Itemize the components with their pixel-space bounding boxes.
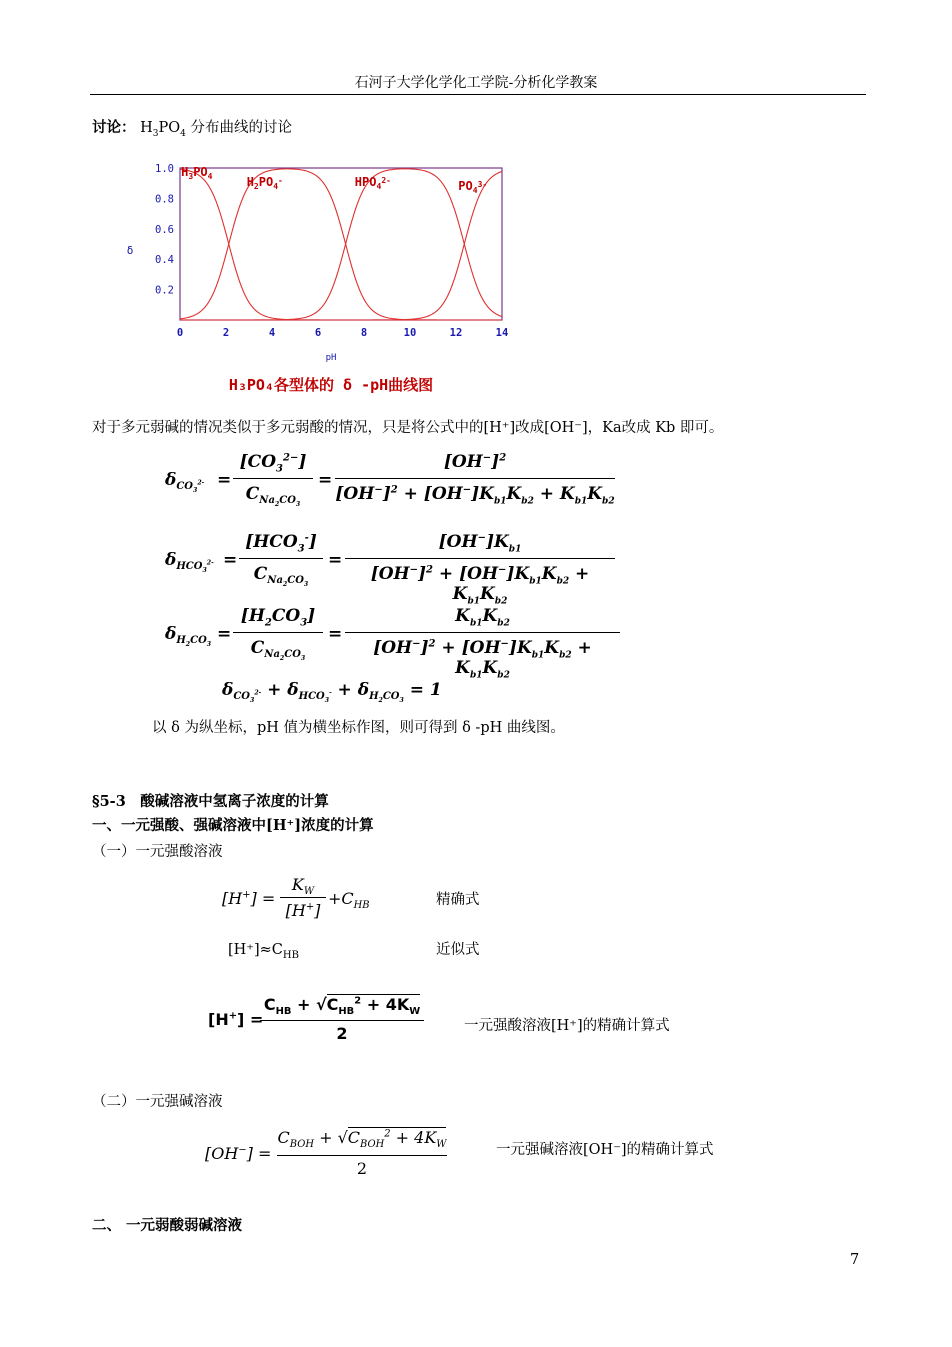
species-label-h3po4-part: 4 [207, 172, 213, 181]
species-label-h3po4-part: 3 [188, 172, 194, 181]
paragraph-polybase: 对于多元弱碱的情况类似于多元弱酸的情况，只是将公式中的[H⁺]改成[OH⁻]，Ka改成 Kb 即可。 [92, 420, 724, 436]
h3po4-distribution-chart [110, 155, 540, 395]
discussion-text: $H_3PO_4$ 分布曲线的讨论 [140, 120, 292, 139]
species-label-h2po4-part: 2 [253, 182, 259, 191]
formula-strong-acid: [H+] = $C_{HB} + √C_{HB}^2 + 4K_W$ 2 [208, 995, 428, 1047]
strong-acid-desc: 一元强酸溶液[H⁺]的精确计算式 [464, 1018, 670, 1034]
chart-title: H₃PO₄各型体的 δ -pH曲线图 [228, 376, 434, 394]
paragraph-delta-ph: 以 δ 为纵坐标，pH 值为横坐标作图，则可得到 δ -pH 曲线图。 [152, 720, 565, 736]
y-tick-label: 1.0 [155, 163, 174, 175]
discussion-label: 讨论： [92, 119, 136, 136]
species-label-po4-part: 3- [477, 180, 488, 189]
y-axis-label: δ [126, 244, 134, 257]
subsection-strong-acid-base: 一、一元强酸、强碱溶液中[H⁺]浓度的计算 [92, 817, 374, 834]
header-title: 石河子大学化学化工学院-分析化学教案 [354, 75, 598, 91]
species-label-h2po4 [247, 175, 283, 191]
strong-base-desc: 一元强碱溶液[OH⁻]的精确计算式 [496, 1142, 714, 1158]
y-tick-label: 0.4 [155, 254, 174, 267]
chart-curves [180, 169, 502, 320]
series-line-H2PO4- [180, 169, 502, 320]
equation-delta-hco3: $\delta_{HCO_3^{2-}}$ = $[HCO_3^-]$ $C_{Na_2CO_3}$ = $[OH^-]K_{b1}$ $[OH^-]^2 + [OH^-]K_{b1}K_{b2} + K_{b1}K_{b2}$ [165, 532, 615, 592]
species-label-hpo4-part: 2- [381, 176, 391, 185]
x-tick-label: 6 [314, 327, 322, 339]
page-number: 7 [850, 1252, 860, 1268]
x-tick-label: 10 [403, 327, 417, 339]
x-tick-label: 8 [360, 327, 368, 339]
species-label-hpo4-part: 4 [376, 182, 382, 191]
x-tick-label: 14 [495, 327, 509, 339]
species-label-h3po4-part: H [181, 165, 189, 179]
species-label-po4 [458, 179, 487, 195]
y-tick-label: 0.8 [155, 193, 174, 206]
equation-delta-co3: $\delta_{CO_3^{2-}}$ = $[CO_3^{2-}]$ $C_{Na_2CO_3}$ = $[OH^-]^2$ $[OH^-]^2 + [OH^-]K_{b1}K_{b2} + K_{b1}K_{b2}$ [165, 452, 615, 509]
species-label-h3po4 [181, 165, 213, 181]
x-axis-label: pH [325, 353, 337, 363]
species-label-h2po4-part: - [278, 176, 283, 185]
species-label-h2po4-part: H [246, 175, 254, 189]
species-label-h3po4-part: PO [193, 165, 208, 179]
subsection-strong-base: （二）一元强碱溶液 [92, 1094, 223, 1110]
subsection-strong-acid: （一）一元强酸溶液 [92, 844, 223, 860]
species-label-h2po4-part: 4 [273, 182, 279, 191]
formula-strong-base: [OH−] = $C_{BOH} + √C_{BOH}^2 + 4K_W$ 2 [205, 1128, 447, 1178]
species-label-po4-part: PO [458, 179, 473, 193]
species-label-h2po4-part: PO [258, 175, 274, 189]
y-tick-label: 0.6 [155, 223, 174, 236]
species-label-po4-part: 4 [472, 186, 478, 195]
x-tick-label: 4 [268, 327, 276, 339]
subsection-weak-acid-base: 二、 一元弱酸弱碱溶液 [92, 1217, 243, 1234]
equation-sum: $\delta_{CO_3^{2-}} + \delta_{HCO_3^-} + \delta_{H_2CO_3} = 1$ [222, 680, 442, 705]
formula-h-exact: [H+] = $K_W$ [H+] $+C_{HB}$ [222, 875, 370, 920]
section-title: §5-3 酸碱溶液中氢离子浓度的计算 [92, 793, 329, 810]
equation-delta-h2co3: $\delta_{H_2CO_3}$ = $[H_2CO_3]$ $C_{Na_2CO_3}$ = $K_{b1}K_{b2}$ $[OH^-]^2 + [OH^-]K_{b1}K_{b2} + K_{b1}K_{b2}$ [165, 606, 625, 666]
x-tick-label: 2 [222, 327, 230, 339]
exact-label: 精确式 [436, 892, 480, 908]
formula-h-approx: $[H^+]\approx C_{HB}$ [228, 942, 299, 961]
x-tick-label: 12 [449, 327, 463, 339]
species-label-hpo4 [355, 175, 391, 191]
discussion-line [92, 118, 292, 138]
y-tick-label: 0.2 [155, 284, 174, 297]
header-rule [90, 94, 866, 95]
approx-label: 近似式 [436, 942, 480, 958]
species-label-hpo4-part: HPO [354, 175, 377, 189]
x-tick-label: 0 [176, 327, 184, 339]
chart-ticks [127, 163, 509, 363]
